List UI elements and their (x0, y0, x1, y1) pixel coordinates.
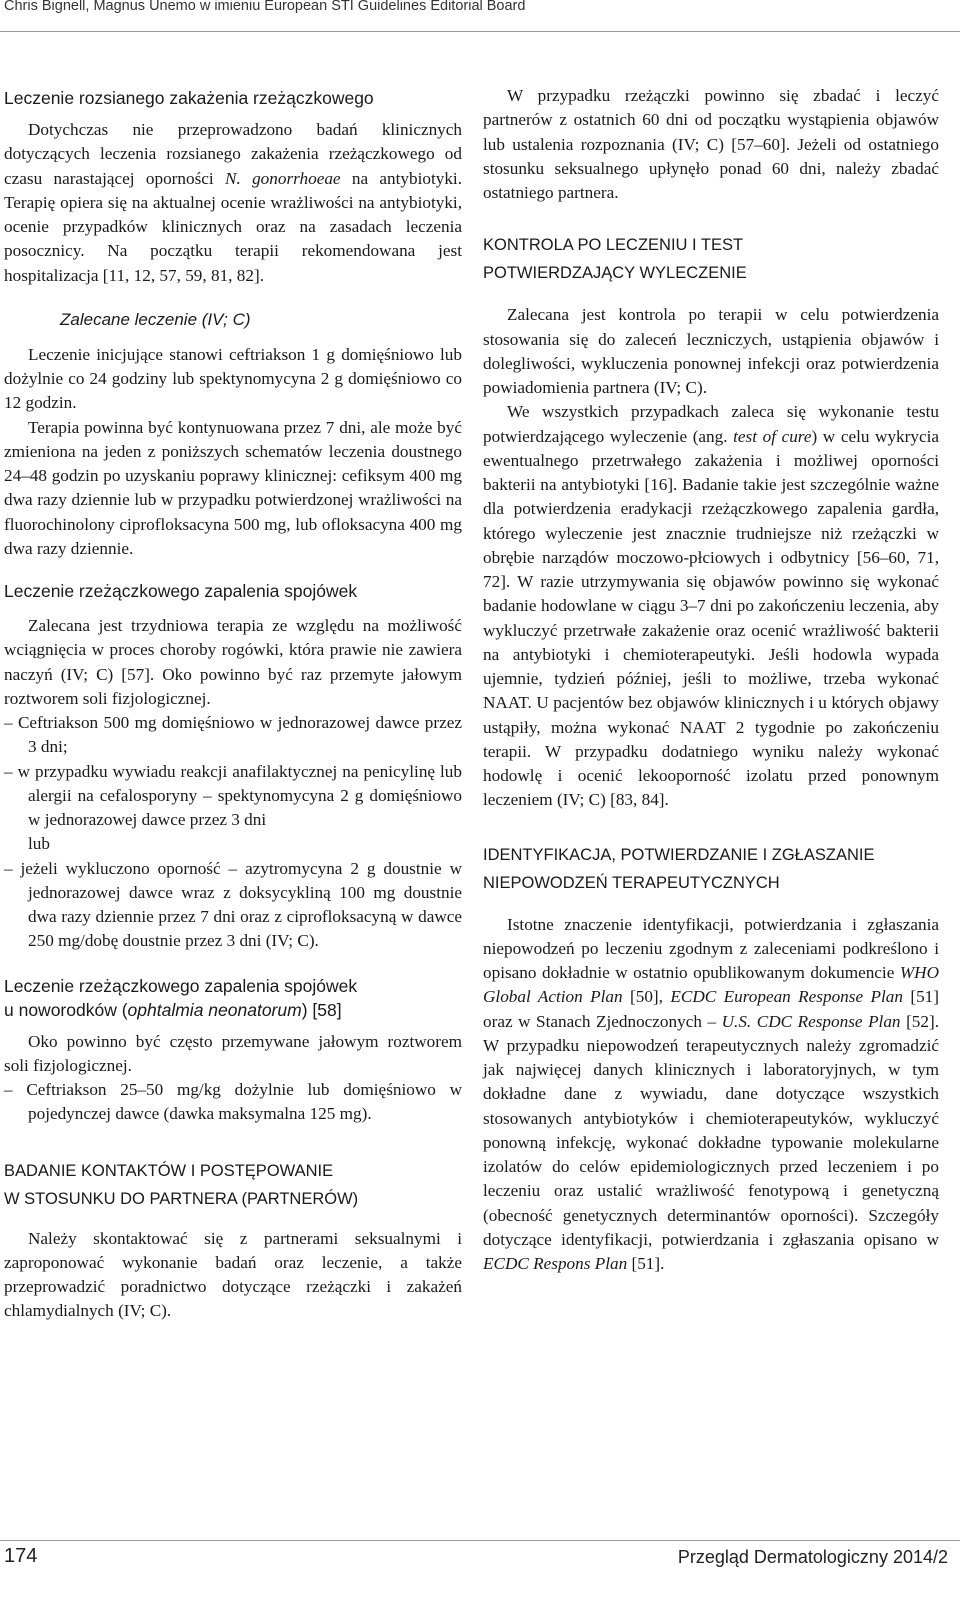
section-heading-contacts: BADANIE KONTAKTÓW I POSTĘPOWANIE W STOSUNKU DO PARTNERA (PARTNERÓW) (4, 1161, 359, 1208)
recommended-treatment-label: Zalecane leczenie (IV; C) (60, 309, 251, 329)
list-item-or: lub (28, 834, 50, 854)
right-column (483, 84, 939, 1276)
left-column (4, 84, 462, 1324)
list-item: – Ceftriakson 25–50 mg/kg dożylnie lub domięśniowo w pojedynczej dawce (dawka maksymalna 125 mg). (4, 1080, 462, 1124)
journal-name: Przegląd Dermatologiczny 2014/2 (677, 1547, 948, 1567)
page-number: 174 (4, 1545, 38, 1567)
paragraph: We wszystkich przypadkach zaleca się wykonanie testu potwierdzającego wyleczenie (ang. test of cure) w celu wykrycia ewentualnego przetrwałego zakażenia i możliwej oporności bakterii na antybiotyki [16]. Badanie takie jest szczególnie ważne dla potwierdzenia eradykacji rzeżączkowego zapalenia gardła, którego wyleczenie jest znacznie trudniejsze niż rzeżączki w obrębie narządów moczowo-płciowych i odbytnicy [56–60, 71, 72]. W razie utrzymywania się objawów powinno się wykonać badanie hodowlane w ciągu 3–7 dni po zakończeniu leczenia, aby wykluczyć przetrwałe zakażenie oraz ocenić wrażliwość bakterii na antybiotyki i chemioterapeutyki. Jeśli hodowla wypada ujemnie, tydzień później, jeśli to możliwe, trzeba wykonać NAAT. U pacjentów bez objawów klinicznych i u których objawy ustąpiły, można wykonać NAAT 2 tygodnie po zakończeniu terapii. W przypadku dodatniego wyniku należy wykonać hodowlę i ocenić lekooporność izolatu przed ponownym leczeniem (IV; C) [83, 84]. (483, 402, 939, 810)
paragraph: Oko powinno być często przemywane jałowym roztworem soli fizjologicznej. (4, 1031, 462, 1075)
paragraph: Leczenie inicjujące stanowi ceftriakson 1 g domięśniowo lub dożylnie co 24 godziny lub spektynomycyna 2 g domięśniowo co 12 godzin. (4, 344, 462, 413)
section-heading-disseminated: Leczenie rozsianego zakażenia rzeżączkowego (4, 88, 374, 108)
section-heading-neonatal: Leczenie rzeżączkowego zapalenia spojówek u noworodków (ophtalmia neonatorum) [58] (4, 975, 358, 1020)
paragraph: Należy skontaktować się z partnerami seksualnymi i zaproponować wykonanie badań oraz leczenie, a także przeprowadzić poradnictwo dotyczące rzeżączki i zakażeń chlamydialnych (IV; C). (4, 1228, 462, 1321)
header-text: Chris Bignell, Magnus Unemo w imieniu European STI Guidelines Editorial Board (4, 0, 526, 14)
paragraph: W przypadku rzeżączki powinno się zbadać i leczyć partnerów z ostatnich 60 dni od początku wystąpienia objawów lub ustalenia rozpoznania (IV; C) [57–60]. Jeżeli od ostatniego stosunku seksualnego upłynęło ponad 60 dni, należy zbadać ostatniego partnera. (483, 86, 939, 202)
running-header (0, 0, 960, 32)
section-heading-follow-up: KONTROLA PO LECZENIU I TEST POTWIERDZAJĄCY WYLECZENIE (483, 236, 747, 283)
paragraph: Terapia powinna być kontynuowana przez 7 dni, ale może być zmieniona na jeden z poniższych schematów leczenia doustnego 24–48 godzin po uzyskaniu poprawy klinicznej: cefiksym 400 mg dwa razy dziennie lub w przypadku potwierdzonej wrażliwości na fluorochinolony ciprofloksacyna 500 mg, lub ofloksacyna 400 mg dwa razy dziennie. (4, 417, 462, 558)
paragraph: Zalecana jest trzydniowa terapia ze względu na możliwość wciągnięcia w proces choroby rogówki, która prawie nie zawiera naczyń (IV; C) [57]. Oko powinno być raz przemyte jałowym roztworem soli fizjologicznej. (4, 616, 462, 708)
section-heading-conjunctivitis: Leczenie rzeżączkowego zapalenia spojówek (4, 581, 358, 601)
paragraph: Istotne znaczenie identyfikacji, potwierdzania i zgłaszania niepowodzeń po leczeniu zgodnym z zaleceniami podkreślono i opisano dokładnie w ostatnio opublikowanym dokumencie WHO Global Action Plan [50], ECDC European Response Plan [51] oraz w Stanach Zjednoczonych – U.S. CDC Response Plan [52]. W przypadku niepowodzeń terapeutycznych należy zgromadzić jak najwięcej danych klinicznych i laboratoryjnych, w tym dokładne dane z wywiadu, dane dotyczące wszystkich stosowanych antybiotyków i chemioterapeutyków, wykluczyć ponowną infekcję, wykonać dokładne typowanie molekularne izolatów do celów epidemiologicznych przed leczeniem i po leczeniu oraz ustalić wrażliwość fenotypową i genetyczną (obecność genetycznych determinantów oporności). Szczegóły dotyczące identyfikacji, potwierdzania i zgłaszania opisano w ECDC Respons Plan [51]. (483, 914, 939, 1273)
list-item: – Ceftriakson 500 mg domięśniowo w jednorazowej dawce przez 3 dni; (4, 713, 462, 757)
paragraph: Dotychczas nie przeprowadzono badań klinicznych dotyczących leczenia rozsianego zakażenia rzeżączkowego od czasu narastającej oporności N. gonorrhoeae na antybiotyki. Terapię opiera się na aktualnej ocenie wrażliwości na antybiotyki, ocenie przypadków klinicznych oraz na zasadach leczenia posocznicy. Na początku terapii rekomendowana jest hospitalizacja [11, 12, 57, 59, 81, 82]. (4, 120, 462, 285)
list-item: – jeżeli wykluczono oporność – azytromycyna 2 g doustnie w jednorazowej dawce wraz z doksycykliną 100 mg doustnie dwa razy dziennie przez 7 dni oraz z ciprofloksacyną w dawce 250 mg/dobę doustnie przez 3 dni (IV; C). (4, 858, 462, 951)
paragraph: Zalecana jest kontrola po terapii w celu potwierdzenia stosowania się do zaleceń leczniczych, ustąpienia objawów i dolegliwości, wykluczenia ponownej infekcji oraz potwierdzenia powiadomienia partnera (IV; C). (483, 305, 939, 397)
section-heading-treatment-failure: IDENTYFIKACJA, POTWIERDZANIE I ZGŁASZANIE NIEPOWODZEŃ TERAPEUTYCZNYCH (483, 845, 875, 892)
list-item: – w przypadku wywiadu reakcji anafilaktycznej na penicylinę lub alergii na cefalosporyny – spektynomycyna 2 g domięśniowo w jednorazowej dawce przez 3 dni (4, 761, 462, 829)
